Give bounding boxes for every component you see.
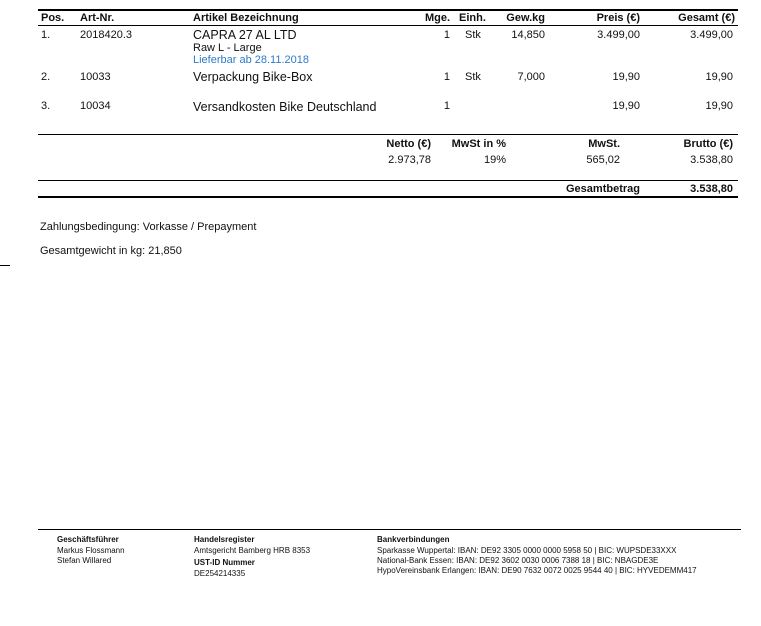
row-art-nr: 10033 [80, 71, 111, 83]
row-price: 3.499,00 [597, 29, 640, 41]
grand-total-value: 3.538,80 [690, 183, 733, 195]
col-header-art-nr: Art-Nr. [80, 12, 115, 24]
footer-register-value: Amtsgericht Bamberg HRB 8353 [194, 546, 311, 555]
footer-vat-value: DE254214335 [194, 569, 246, 578]
grand-total-label: Gesamtbetrag [566, 183, 640, 195]
row-pos: 2. [41, 71, 51, 83]
footer-bank-title: Bankverbindungen [377, 535, 450, 544]
row-name: Versandkosten Bike Deutschland [193, 100, 377, 114]
row-total: 19,90 [705, 100, 733, 112]
row-qty: 1 [443, 29, 450, 41]
footer-bank-3: HypoVereinsbank Erlangen: IBAN: DE90 7632 0072 0025 9544 40 | BIC: HYVEDEMM417 [377, 566, 697, 575]
col-header-gew: Gew.kg [506, 12, 545, 24]
col-header-preis: Preis (€) [596, 12, 640, 24]
col-header-gesamt: Gesamt (€) [678, 12, 735, 24]
row-art-nr: 10034 [80, 100, 111, 112]
row-price: 19,90 [612, 100, 640, 112]
netto-value: 2.973,78 [388, 154, 431, 166]
footer-bank-2: National-Bank Essen: IBAN: DE92 3602 0030 0006 7388 18 | BIC: NBAGDE3E [377, 556, 659, 565]
fold-mark [0, 265, 10, 266]
col-header-bezeichnung: Artikel Bezeichnung [193, 12, 299, 24]
row-pos: 3. [41, 100, 51, 112]
row-total: 3.499,00 [690, 29, 733, 41]
row-availability: Lieferbar ab 28.11.2018 [193, 54, 309, 66]
footer-bank-1: Sparkasse Wuppertal: IBAN: DE92 3305 0000 0000 5958 50 | BIC: WUPSDE33XXX [377, 546, 677, 555]
mwst-label: MwSt. [588, 138, 620, 150]
mwst-percent-value: 19% [483, 154, 506, 166]
footer-manager-1: Markus Flossmann [57, 546, 125, 555]
row-unit: Stk [465, 29, 481, 41]
footer-vat-title: UST-ID Nummer [194, 558, 255, 567]
totals-top-rule [38, 134, 738, 135]
mwst-percent-label: MwSt in % [451, 138, 506, 150]
row-weight: 7,000 [517, 71, 545, 83]
mwst-value: 565,02 [586, 154, 620, 166]
col-header-einh: Einh. [459, 12, 486, 24]
row-weight: 14,850 [511, 29, 545, 41]
header-underline [38, 25, 738, 26]
row-qty: 1 [443, 100, 450, 112]
brutto-value: 3.538,80 [690, 154, 733, 166]
row-art-nr: 2018420.3 [80, 29, 132, 41]
row-pos: 1. [41, 29, 51, 41]
footer-register-title: Handelsregister [194, 535, 255, 544]
row-variant: Raw L - Large [193, 42, 262, 54]
row-price: 19,90 [612, 71, 640, 83]
brutto-label: Brutto (€) [683, 138, 733, 150]
row-total: 19,90 [705, 71, 733, 83]
footer-rule [38, 529, 741, 530]
col-header-pos: Pos. [41, 12, 65, 24]
row-name: CAPRA 27 AL LTD [193, 28, 297, 42]
grand-total-bottom-rule [38, 196, 738, 198]
footer-manager-2: Stefan Willared [57, 556, 112, 565]
row-name: Verpackung Bike-Box [193, 70, 313, 84]
netto-label: Netto (€) [386, 138, 431, 150]
col-header-mge: Mge. [425, 12, 451, 24]
row-qty: 1 [443, 71, 450, 83]
footer-managers-title: Geschäftsführer [57, 535, 119, 544]
table-top-rule [38, 9, 738, 11]
grand-total-top-rule [38, 180, 738, 181]
row-unit: Stk [465, 71, 481, 83]
total-weight: Gesamtgewicht in kg: 21,850 [40, 245, 182, 257]
payment-terms: Zahlungsbedingung: Vorkasse / Prepayment [40, 221, 257, 233]
